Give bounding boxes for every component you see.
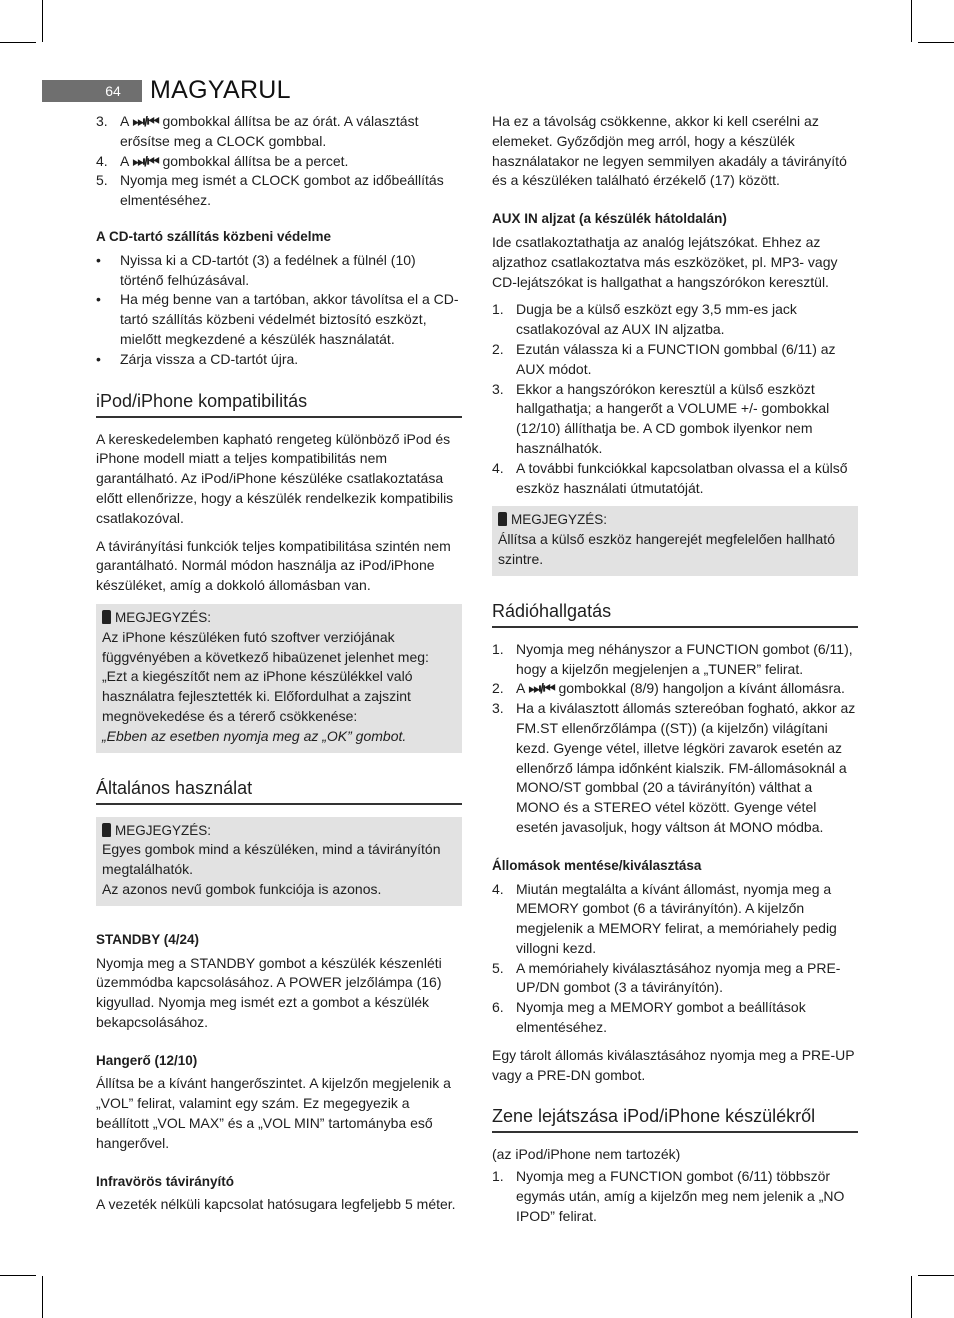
note-text-italic: „Ebben az esetben nyomja meg az „OK” gombot.	[102, 727, 407, 744]
stored-text: Egy tárolt állomás kiválasztásához nyomja meg a PRE-UP vagy a PRE-DN gombot.	[492, 1046, 855, 1083]
left-column	[96, 112, 462, 1223]
list-item	[96, 112, 462, 152]
note-text: Egyes gombok mind a készüléken, mind a távirányítón megtalálhatók.	[102, 841, 441, 878]
list-item	[492, 679, 858, 699]
list-item	[492, 340, 858, 380]
item-number: 3.	[492, 700, 504, 717]
item-number: 1.	[492, 640, 504, 657]
note-label: MEGJEGYZÉS:	[511, 512, 608, 528]
item-number: 4.	[492, 880, 504, 897]
note-box	[96, 817, 462, 906]
bullet-icon: •	[96, 251, 101, 268]
list-item	[492, 959, 858, 999]
item-number: 4.	[96, 152, 108, 169]
ipod-paragraph-1: A kereskedelemben kapható rengeteg különböző iPod és iPhone modell miatt a teljes kompatibilitás nem garantálható. Az iPod/iPhone készüléke csatlakoztatása előtt ellenőrizze, hogy a készülék rendelkezik kompatibilis csatlakozóval.	[96, 430, 454, 526]
note-label: MEGJEGYZÉS:	[115, 822, 212, 838]
list-item	[96, 290, 462, 349]
info-icon	[102, 823, 111, 837]
crop-mark	[0, 1275, 36, 1276]
skip-icon: ⏭/⏮	[132, 113, 159, 129]
list-item	[96, 350, 462, 370]
item-number: 2.	[492, 680, 504, 697]
ipod-heading: iPod/iPhone kompatibilitás	[96, 390, 462, 418]
list-item	[492, 459, 858, 499]
item-text: Nyomja meg néhányszor a FUNCTION gombot (6/11), hogy a kijelzőn megjelenjen a „TUNER” felirat.	[516, 640, 853, 677]
battery-text: Ha ez a távolság csökkenne, akkor ki kell cserélni az elemeket. Győződjön meg arról, hogy a készülék használatakor ne legyen semmilyen akadály a távirányító és a készüléken található érzékelő (17) között.	[492, 113, 847, 189]
item-text: Ha a kiválasztott állomás sztereóban fogható, akkor az FM.ST ellenőrzőlámpa ((ST)) (a kijelzőn) világítani kezd. Gyenge vétel, illetve légköri zavarok esetén az ellenőrző lámpa időnként kialszik. FM-állomásoknál a MONO/ST gombbal (20 a távirányítón) válthat a MONO és a STEREO vétel között. Gyenge vétel esetén javasoljuk, hogy váltson át MONO módba.	[516, 700, 856, 835]
crop-mark	[918, 1275, 954, 1276]
clock-steps	[96, 112, 462, 211]
radio-steps	[492, 640, 858, 838]
item-text: gombokkal (8/9) hangoljon a kívánt állomásra.	[554, 680, 845, 697]
item-text: A	[120, 113, 133, 129]
item-number: 3.	[492, 380, 504, 397]
item-text: Ekkor a hangszórókon keresztül a külső eszközt hallgathatja; a hangerőt a VOLUME +/- gombokkal (12/10) állíthatja be. A CD gombok ilyenkor nem használhatók.	[516, 380, 830, 456]
music-sub: (az iPod/iPhone nem tartozék)	[492, 1146, 681, 1163]
page-number: 64	[105, 83, 121, 99]
info-icon	[498, 512, 507, 526]
note-box	[96, 604, 462, 753]
skip-icon: ⏭/⏮	[132, 152, 159, 169]
aux-steps	[492, 300, 858, 498]
list-item	[492, 880, 858, 959]
crop-mark	[0, 42, 36, 43]
item-text: Ha még benne van a tartóban, akkor távolítsa el a CD-tartó szállítás közbeni védelmét biztosító eszközt, mielőtt megkezdené a készülék használatát.	[120, 291, 459, 347]
item-number: 6.	[492, 999, 504, 1016]
ir-text: A vezeték nélküli kapcsolat hatósugara legfeljebb 5 méter.	[96, 1196, 456, 1213]
skip-icon: ⏭/⏮	[528, 680, 555, 697]
list-item	[96, 171, 462, 211]
info-icon	[102, 610, 111, 624]
item-text: A	[516, 680, 529, 697]
item-text: gombokkal állítsa be a percet.	[158, 152, 349, 169]
crop-mark	[911, 1276, 912, 1318]
aux-title: AUX IN aljzat (a készülék hátoldalán)	[492, 211, 727, 227]
crop-mark	[42, 1276, 43, 1318]
item-text: Dugja be a külső eszközt egy 3,5 mm-es jack csatlakozóval az AUX IN aljzatba.	[516, 301, 797, 338]
note-label: MEGJEGYZÉS:	[115, 609, 212, 625]
item-text: gombokkal állítsa be az órát. A választást erősítse meg a CLOCK gombbal.	[120, 113, 419, 149]
crop-mark	[42, 0, 43, 42]
list-item	[492, 699, 858, 838]
item-number: 1.	[492, 301, 504, 318]
item-text: Ezután válassza ki a FUNCTION gombbal (6/11) az AUX módot.	[516, 340, 836, 377]
list-item	[492, 640, 858, 680]
list-item	[96, 152, 462, 172]
crop-mark	[911, 0, 912, 42]
item-number: 2.	[492, 340, 504, 357]
music-heading: Zene lejátszása iPod/iPhone készülékről	[492, 1105, 858, 1133]
standby-text: Nyomja meg a STANDBY gombot a készülék készenléti üzemmódba kapcsolásához. A POWER jelzőlámpa (16) kigyullad. Nyomja meg ismét ezt a gombot a készülék bekapcsolásához.	[96, 954, 442, 1030]
aux-text: Ide csatlakoztathatja az analóg lejátszókat. Ehhez az aljzathoz csatlakoztatva más eszközöket, pl. MP3- vagy CD-lejátszókat is hallgathat a hangszórókon keresztül.	[492, 233, 838, 290]
item-number: 5.	[96, 172, 108, 189]
item-number: 5.	[492, 959, 504, 976]
right-column	[492, 112, 858, 1235]
item-text: Zárja vissza a CD-tartót újra.	[120, 350, 299, 367]
note-text: Az iPhone készüléken futó szoftver verziójának függvényében a következő hibaüzenet jelenhet meg: „Ezt a kiegészítőt nem az iPhone készülékkel való használatra fejlesztették ki. Előfordulhat a zajszint megnövekedése és a térerő csökkenése:	[102, 628, 429, 724]
note-text: Állítsa a külső eszköz hangerejét megfelelően hallható szintre.	[498, 531, 835, 567]
list-item	[492, 1167, 858, 1226]
item-number: 4.	[492, 459, 504, 476]
radio-heading: Rádióhallgatás	[492, 600, 858, 628]
stations-title: Állomások mentése/kiválasztása	[492, 857, 702, 873]
volume-text: Állítsa be a kívánt hangerőszintet. A kijelzőn megjelenik a „VOL” felirat, valamint egy szám. Ez megegyezik a beállított „VOL MAX” és a „VOL MIN” tartományba eső hangerővel.	[96, 1075, 451, 1151]
page-title: MAGYARUL	[150, 76, 291, 104]
list-item	[492, 998, 858, 1038]
item-text: A	[120, 152, 133, 169]
item-text: Nyissa ki a CD-tartót (3) a fedélnek a fülnél (10) történő felhúzásával.	[120, 251, 416, 288]
music-steps	[492, 1167, 858, 1226]
general-heading: Általános használat	[96, 777, 462, 805]
ipod-paragraph-2: A távirányítási funkciók teljes kompatibilitása szintén nem garantálható. Normál módon használja az iPod/iPhone készüléket, amíg a dokkoló állomásban van.	[96, 537, 451, 594]
item-text: Miután megtalálta a kívánt állomást, nyomja meg a MEMORY gombot (6 a távirányítón). A kijelzőn megjelenik a MEMORY felirat, a memóriahely pedig villogni kezd.	[516, 880, 837, 956]
item-text: A memóriahely kiválasztásához nyomja meg a PRE-UP/DN gombot (3 a távirányítón).	[516, 959, 841, 996]
item-number: 3.	[96, 113, 108, 129]
item-number: 1.	[492, 1168, 504, 1185]
volume-title: Hangerő (12/10)	[96, 1052, 198, 1068]
item-text: Nyomja meg a FUNCTION gombot (6/11) többször egymás után, amíg a kijelzőn meg nem jelenik a „NO IPOD” felirat.	[516, 1168, 845, 1224]
crop-mark	[918, 42, 954, 43]
item-text: Nyomja meg a MEMORY gombot a beállítások elmentéséhez.	[516, 999, 806, 1036]
cd-protect-title: A CD-tartó szállítás közbeni védelme	[96, 228, 332, 244]
standby-title: STANDBY (4/24)	[96, 931, 200, 947]
note-box	[492, 506, 858, 575]
bullet-icon: •	[96, 350, 101, 367]
cd-protect-list	[96, 251, 462, 370]
bullet-icon: •	[96, 291, 101, 308]
item-text: A további funkciókkal kapcsolatban olvassa el a külső eszköz használati útmutatóját.	[516, 459, 848, 496]
note-text: Az azonos nevű gombok funkciója is azonos.	[102, 880, 382, 897]
stations-steps	[492, 880, 858, 1038]
list-item	[96, 251, 462, 291]
ir-title: Infravörös távirányító	[96, 1173, 235, 1189]
item-text: Nyomja meg ismét a CLOCK gombot az időbeállítás elmentéséhez.	[120, 172, 444, 209]
list-item	[492, 300, 858, 340]
list-item	[492, 380, 858, 459]
